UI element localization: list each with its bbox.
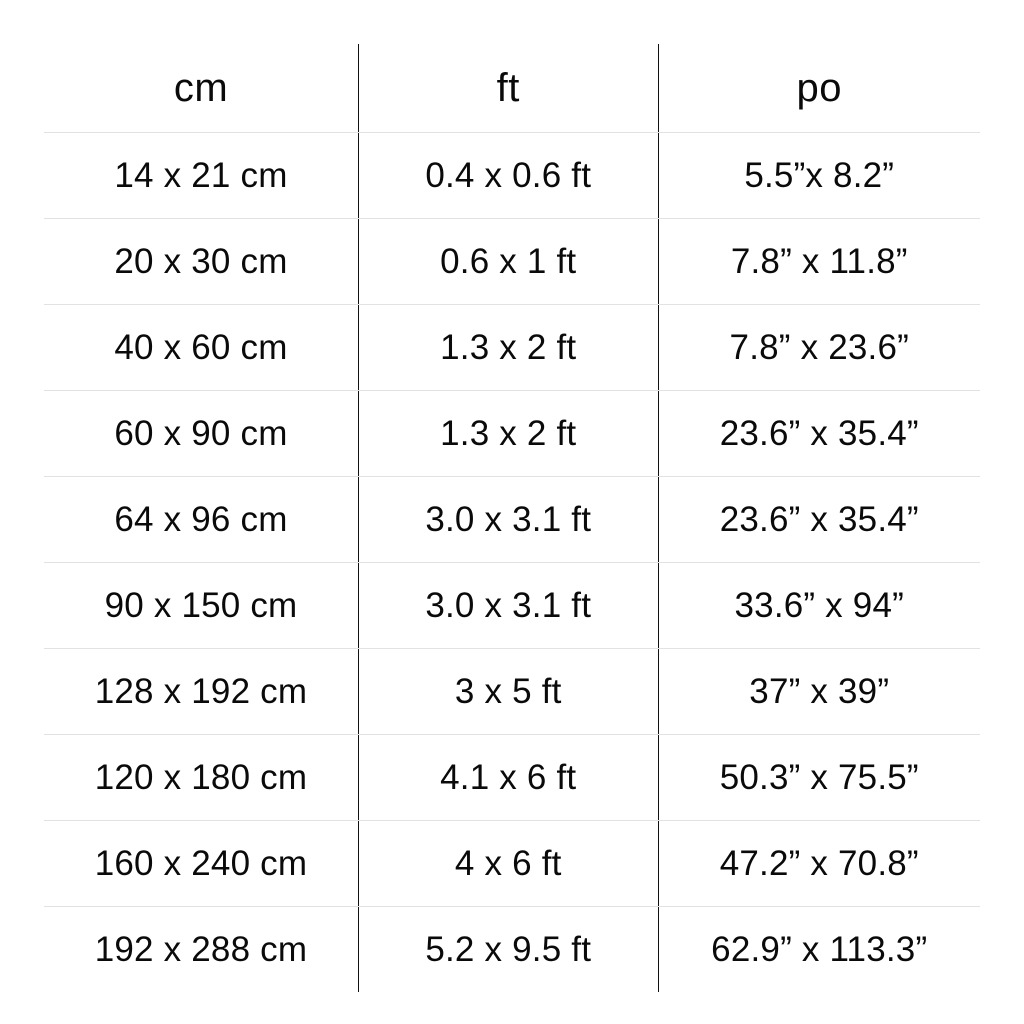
cell-cm: 20 x 30 cm — [44, 219, 358, 305]
table-header-row — [44, 44, 980, 133]
cell-po: 62.9” x 113.3” — [711, 929, 928, 969]
size-conversion-table — [44, 44, 980, 992]
cell-ft: 4 x 6 ft — [358, 821, 658, 907]
table-row — [44, 133, 980, 219]
cell-ft: 5.2 x 9.5 ft — [358, 907, 658, 993]
cell-po: 50.3” x 75.5” — [658, 735, 980, 821]
cell-cm: 14 x 21 cm — [44, 133, 358, 219]
cell-cm: 160 x 240 cm — [44, 821, 358, 907]
table-row — [44, 219, 980, 305]
cell-cm: 40 x 60 cm — [44, 305, 358, 391]
table-body — [44, 133, 980, 993]
cell-cm: 90 x 150 cm — [44, 563, 358, 649]
column-header-cm: cm — [44, 44, 358, 133]
table-row — [44, 907, 980, 993]
cell-cm: 192 x 288 cm — [44, 907, 358, 993]
cell-ft: 3 x 5 ft — [358, 649, 658, 735]
size-conversion-table-container — [44, 44, 980, 976]
cell-ft: 1.3 x 2 ft — [358, 391, 658, 477]
table-row — [44, 821, 980, 907]
cell-ft: 0.6 x 1 ft — [358, 219, 658, 305]
cell-ft: 3.0 x 3.1 ft — [358, 563, 658, 649]
cell-ft: 3.0 x 3.1 ft — [358, 477, 658, 563]
cell-cm: 120 x 180 cm — [44, 735, 358, 821]
cell-po: 23.6” x 35.4” — [658, 477, 980, 563]
cell-po: 47.2” x 70.8” — [658, 821, 980, 907]
table-row — [44, 735, 980, 821]
table-row — [44, 563, 980, 649]
cell-cm: 64 x 96 cm — [44, 477, 358, 563]
cell-po: 37” x 39” — [658, 649, 980, 735]
cell-po: 7.8” x 11.8” — [658, 219, 980, 305]
table-row — [44, 391, 980, 477]
column-header-ft: ft — [358, 44, 658, 133]
column-header-po: po — [658, 44, 980, 133]
cell-cm: 128 x 192 cm — [44, 649, 358, 735]
cell-po: 5.5”x 8.2” — [658, 133, 980, 219]
cell-po: 23.6” x 35.4” — [658, 391, 980, 477]
cell-cm: 60 x 90 cm — [44, 391, 358, 477]
cell-ft: 4.1 x 6 ft — [358, 735, 658, 821]
table-header — [44, 44, 980, 133]
cell-po: 33.6” x 94” — [658, 563, 980, 649]
cell-ft: 1.3 x 2 ft — [358, 305, 658, 391]
table-row — [44, 305, 980, 391]
cell-ft: 0.4 x 0.6 ft — [358, 133, 658, 219]
cell-po: 7.8” x 23.6” — [658, 305, 980, 391]
table-row — [44, 477, 980, 563]
table-row — [44, 649, 980, 735]
